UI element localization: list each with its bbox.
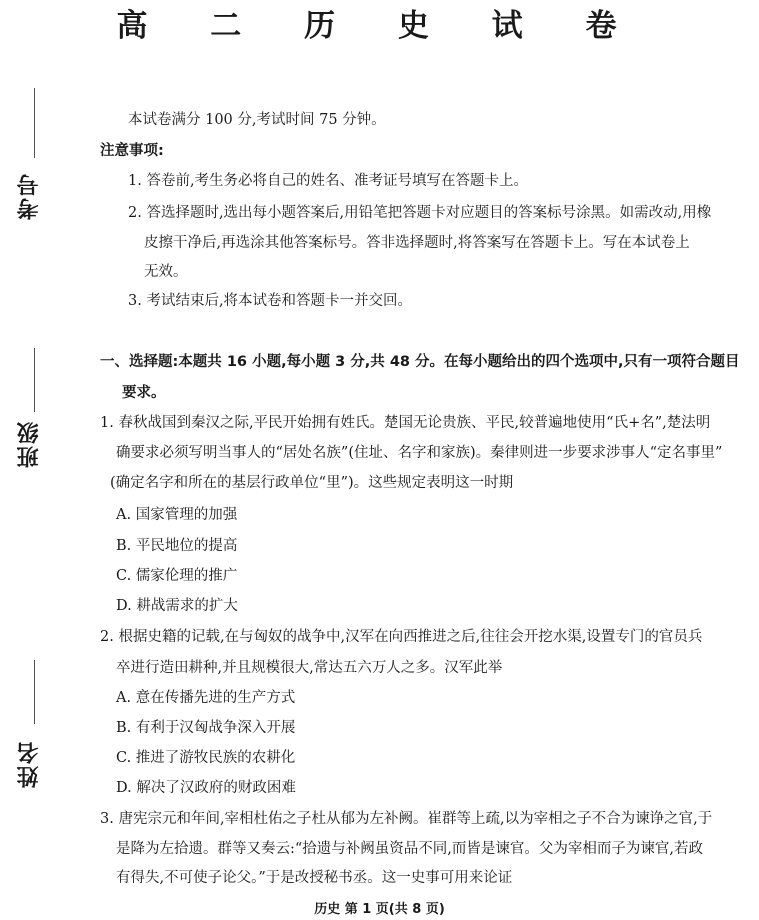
- page-footer: 历史 第 1 页(共 8 页): [314, 902, 445, 917]
- option-c: C. 儒家伦理的推广: [116, 568, 238, 584]
- side-line-top: [34, 88, 35, 158]
- option-a: A. 意在传播先进的生产方式: [116, 690, 296, 706]
- section-heading-cont: 要求。: [122, 385, 166, 401]
- notice-line: 1. 答卷前,考生务必将自己的姓名、准考证号填写在答题卡上。: [128, 173, 529, 189]
- side-line-middle: [34, 348, 35, 412]
- option-d: D. 耕战需求的扩大: [116, 598, 238, 614]
- option-c: C. 推进了游牧民族的农耕化: [116, 750, 296, 766]
- intro-text: 本试卷满分 100 分,考试时间 75 分钟。: [128, 112, 386, 128]
- name-label: 姓名: [17, 740, 42, 788]
- question-stem: 确要求必须写明当事人的“居处名族”(住址、名字和家族)。秦律则进一步要求涉事人“定名事里”: [116, 445, 723, 461]
- notice-line: 无效。: [144, 264, 188, 280]
- class-label: 班级: [17, 420, 42, 468]
- option-b: B. 有利于汉匈战争深入开展: [116, 720, 296, 736]
- question-stem: 是降为左拾遗。群等又奏云:“拾遗与补阙虽资品不同,而皆是谏官。父为宰相而子为谏官,若政: [116, 841, 704, 857]
- notice-line: 皮擦干净后,再选涂其他答案标号。答非选择题时,将答案写在答题卡上。写在本试卷上: [144, 235, 690, 251]
- option-b: B. 平民地位的提高: [116, 538, 238, 554]
- question-stem: 卒进行造田耕种,并且规模很大,常达五六万人之多。汉军此举: [116, 660, 503, 676]
- section-heading: 一、选择题:本题共 16 小题,每小题 3 分,共 48 分。在每小题给出的四个选项中,只有一项符合题目: [100, 354, 740, 370]
- page-title: 高 二 历 史 试 卷: [116, 8, 643, 44]
- notice-line: 3. 考试结束后,将本试卷和答题卡一并交回。: [128, 293, 413, 309]
- question-stem: 有得失,不可使子论父。”于是改授秘书丞。这一史事可用来论证: [116, 870, 513, 886]
- notice-line: 2. 答选择题时,选出每小题答案后,用铅笔把答题卡对应题目的答案标号涂黑。如需改动,用橡: [128, 205, 712, 221]
- notice-heading: 注意事项:: [100, 143, 164, 159]
- question-stem: 1. 春秋战国到秦汉之际,平民开始拥有姓氏。楚国无论贵族、平民,较普遍地使用“氏+名”,楚法明: [100, 415, 711, 431]
- question-stem: 2. 根据史籍的记载,在与匈奴的战争中,汉军在向西推进之后,往往会开挖水渠,设置专门的官员兵: [100, 629, 703, 645]
- question-stem: 3. 唐宪宗元和年间,宰相杜佑之子杜从郁为左补阙。崔群等上疏,以为宰相之子不合为谏诤之官,于: [100, 811, 713, 827]
- option-a: A. 国家管理的加强: [116, 507, 238, 523]
- option-d: D. 解决了汉政府的财政困难: [116, 780, 296, 796]
- side-line-bottom: [34, 660, 35, 724]
- question-stem: (确定名字和所在的基层行政单位“里”)。这些规定表明这一时期: [110, 475, 514, 491]
- exam-number-label: 考号: [17, 172, 42, 220]
